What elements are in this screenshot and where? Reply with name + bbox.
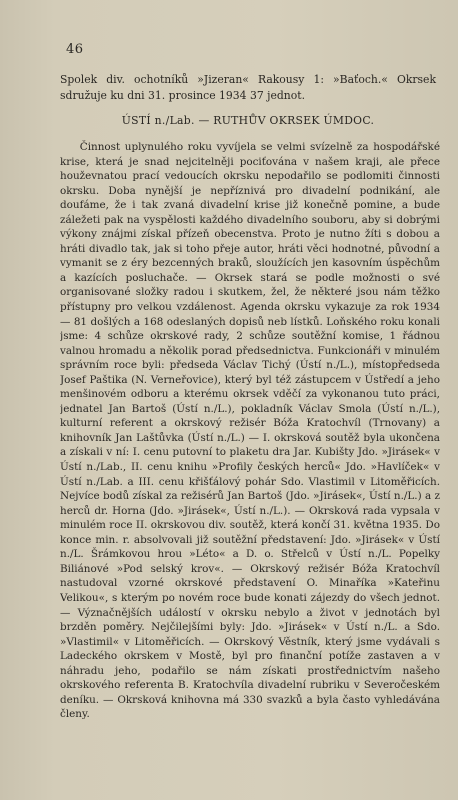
body-paragraph: Činnost uplynulého roku vyvíjela se velmi svízelně za hospodářské krise, která je snad nejcitelněji pociťována v našem kraji, ale přece houževnatou prací vedoucích okrsku nepodařilo se podlomiti činnosti okrsku. Doba nynější je nepříznivá pro divadelní podnikání, ale doufáme, že i tak zvaná divadelní krise již konečně pomine, a bude záležeti pak na vyspělosti každého divadelního souboru, aby si dobrými výkony znájmi získal přízeň obecenstva. Proto je nutno žíti s dobou a hráti divadlo tak, jak si toho přeje autor, hráti věci hodnotné, původní a vymanit se z éry bezcenných braků, sloužících jen kasovním úspěchům a kazících posluchače. — Okrsek stará se podle možnosti o své organisované složky radou i skutkem, žel, že některé jsou nám těžko přístupny pro velkou vzdálenost. Agenda okrsku vykazuje za rok 1934 — 81 došlých a 168 odeslaných dopisů neb lístků. Loňského roku konali jsme: 4 schůze okrskové rady, 2 schůze soutěžní komise, 1 řádnou valnou hromadu a několik porad předsednictva. Funkcionáři v minulém správním roce byli: předseda Václav Tichý (Ústí n./L.), místopředseda Josef Paštika (N. Verneřovice), který byl též zástupcem v Ústředí a jeho menšinovém odboru a kterému okrsek vděčí za vykonanou tuto práci, jednatel Jan Bartoš (Ústí n./L.), pokladník Václav Smola (Ústí n./L.), kulturní referent a okrskový režisér Bóža Kratochvíl (Trnovany) a knihovník Jan Laštůvka (Ústí n./L.) — I. okrsková soutěž byla ukončena a získali v ní: I. cenu putovní to plaketu dra Jar. Kubišty Jdo. »Jirásek« v Ústí n./Lab., II. cenu knihu »Profily českých herců« Jdo. »Havlíček« v Ústí n./Lab. a III. cenu křišťálový pohár Sdo. Vlastimil v Litoměřicích. Nejvíce bodů získal za režisérů Jan Bartoš (Jdo. »Jirásek«, Ústí n./L.) a z herců dr. Horna (Jdo. »Jirásek«, Ústí n./L.). — Okrsková rada vypsala v minulém roce II. okrskovou div. soutěž, která končí 31. května 1935. Do konce min. r. absolvovali již soutěžní představení: Jdo. »Jirásek« v Ústí n./L. Šrámkovou hrou »Léto« a D. o. Střelců v Ústí n./L. Popelky Biliánové »Pod selský krov«. — Okrskový režisér Bóža Kratochvíl nastudoval vzorné okrskové představení O. Minaříka »Kateřinu Velikou«, s kterým po novém roce bude konati zájezdy do všech jednot. — Význačnějších událostí v okrsku nebylo a život v jednotách byl brzděn poměry. Nejčilejšími byly: Jdo. »Jirásek« v Ústí n./L. a Sdo. »Vlastimil« v Litoměřicích. — Okrskový Věstník, který jsme vydávali s Ladeckého okrskem v Mostě, byl pro finanční potíže zastaven a v náhradu jeho, podařilo se nám získati prostřednictvím našeho okrskového referenta B. Kratochvíla divadelní rubriku v Severočeském deníku. — Okrsková knihovna má 330 svazků a byla často vyhledávána členy. <box>60 141 440 721</box>
section-heading: ÚSTÍ n./Lab. — RUTHŮV OKRSEK ÚMDOC. <box>121 114 375 127</box>
page-number: 46 <box>66 42 84 57</box>
intro-paragraph: Spolek div. ochotníků »Jizeran« Rakousy 1: »Baťoch.« Okrsek sdružuje ku dni 31. prosince 1934 37 jednot. <box>60 73 436 102</box>
